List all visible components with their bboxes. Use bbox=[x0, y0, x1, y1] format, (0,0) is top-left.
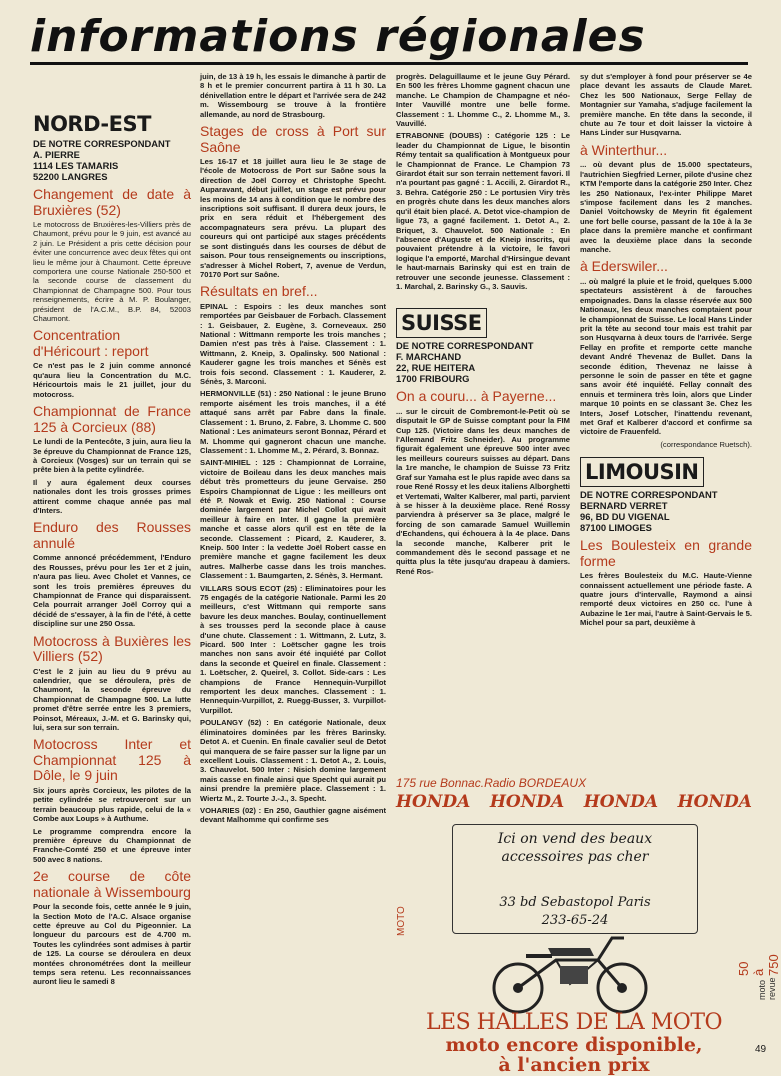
article-title: Les Boulesteix en grande forme bbox=[580, 537, 752, 569]
article-title: à Winterthur... bbox=[580, 141, 668, 158]
ad-brand-row bbox=[396, 792, 752, 812]
article-text: Le motocross de Bruxières-les-Villiers près de Chaumont, prévu pour le 9 juin, est avancé au 2 juin. Le Président a pris cette décision pour éviter une concurrence avec deux fêtes qui ont lieu le même jour à Chaumont. Cette épreuve comportera une course Nationale 250-500 et la seconde course de classement du Championnat de Champagne 500. Pour tous renseignements, écrire à M. P. Boulanger, président de l'A.C.M., B.P. 84, 52003 Chaumont. bbox=[33, 220, 191, 324]
honda-logo: HONDA bbox=[396, 792, 471, 812]
column-4 bbox=[580, 72, 752, 631]
article-text: Le lundi de la Pentecôte, 3 juin, aura lieu la 3e épreuve du Championnat de France 125, à Corcieux (Vosges) sur un terrain qui se prête bien à la petite cylindrée. bbox=[33, 437, 191, 475]
correspondent-line: F. MARCHAND bbox=[396, 351, 462, 363]
article-text: VILLARS SOUS ECOT (25) : Eliminatoires pour les 75 engagés de la catégorie Nationale. Parmi les 20 meilleurs, c'est Wittmann qui remporte sans bavure les deux manches. Boulay, continuellement à ses trousses perd la seconde place à cause d'une chute. Classement : 1. Wittmann, 2. Lutz, 3. Picard. 500 Inter : Loëtscher gagne les trois manches non sans avoir été inquiété par Collot dans la seconde et Queirel en finale. Classement : 1. Loëtscher, 2. Queirel, 3. Collot. Side-cars : Les champions de France Hennequin-Vurpillot remportent les deux manches. Classement : 1. Hennequin-Vurpillot, 2. Ruegg-Busser, 3. Vurpillot-Vurpillot. bbox=[200, 583, 386, 715]
article-text: ... sur le circuit de Combremont-le-Petit où se disputait le GP de Suisse comptant pour la FIM Cup 125. (Victoire dans les deux manches de l'Allemand Fritz Schneider). Au programme figurait également une épreuve 500 inter avec les meilleurs coureurs suisses au départ. Dans la 1re manche, le champion de Suisse 73 Fritz Graf sur Yamaha est le plus rapide avec dans sa roue René Rossy et les deux italiens Alborghetti et Vertemati, Walter Kalberer, mal parti, parvient à se hisser à la deuxième place. René Rossy parviendra à préserver sa 3e place, malgré le forcing de son camarade Samuel Wuillemin d'Echandens, qui échouera à la 4e place. Dans la seconde manche, Kalberer prit le commandement dès le second passage et ne quitta plus la tête jusqu'au drapeau à damiers. René Ros- bbox=[396, 406, 570, 576]
column-3 bbox=[396, 72, 570, 579]
correspondent-line: 22, RUE HEITERA bbox=[396, 362, 476, 374]
correspondent-block bbox=[396, 340, 570, 384]
article-text: ETRABONNE (DOUBS) : Catégorie 125 : Le leader du Championnat de Ligue, le bisontin Rémy tentait sa qualification à Montgueux pour le Championnat de France. Le Champion 73 Girardot était sur son terrain nettement favori. Il n'a pourtant pas gagné : 1. Accili, 2. Girardot R., 3. Behra. Catégorie 250 : Le portusien Viry très en progrès chute dans les deux manches alors qu'il était bien placé. A. Detot vice-champion de ligue 73, a gagné facilement. 1. Detot A., 2. Briquet, 3. Chauvelot. 500 Nationale : En l'absence d'Auguste et de Kneip inscrits, qui pouvaient prétendre à la victoire, le favori logique l'a emporté, Marchal d'Hirsingue devant le haut-marnais Barinsky qui est en train de retrouver une seconde jeunesse. Classement : 1. Marchal, 2. Barinsky G., 3. Sauvis. bbox=[396, 131, 570, 291]
honda-logo: HONDA bbox=[583, 792, 659, 812]
article-signature: (correspondance Ruetsch). bbox=[660, 439, 752, 449]
correspondent-line: DE NOTRE CORRESPONDANT bbox=[33, 138, 171, 149]
article-title: Enduro des Rousses annulé bbox=[33, 519, 191, 551]
correspondent-line: BERNARD VERRET bbox=[580, 500, 668, 512]
magazine-name: moto revue bbox=[757, 977, 777, 1000]
article-text: POULANGY (52) : En catégorie Nationale, deux éliminatoires dominées par les frères Barinsky. Detot A. et Cuenin. En finale cavalier seul de Detot qui manquera de se faire passer sur la ligne par un excellent Louis. Classement : 1. Detot A., 2. Louis, 3. Chauvelot. 500 Inter : Nisich domine largement mais casse en finale ainsi que Specht qui aurait pu ainsi prendre la première place. Classement : 1. Wiertz M., 2. Tourte J.-J., 3. Specht. bbox=[200, 718, 386, 803]
ad-header: 175 rue Bonnac.Radio BORDEAUX bbox=[396, 776, 587, 790]
masthead-title: informations régionales bbox=[30, 11, 646, 62]
article-text: Ce n'est pas le 2 juin comme annoncé qu'aura lieu la Concentration du M.C. Héricourtois mais le 21 juillet, jour du motocross. bbox=[33, 361, 191, 399]
ad-store-name: LES HALLES DE LA MOTO bbox=[425, 1010, 723, 1035]
ad-slogan: moto encore disponible, bbox=[445, 1034, 703, 1056]
article-text: Les frères Boulesteix du M.C. Haute-Vienne connaissent actuellement une période faste. A quatre jours d'intervalle, Raymond a ainsi remporté deux victoires en 250 cc. l'une à Aubazine le 1er mai, l'autre à Saint-Gervais le 5. Michel pour sa part, deuxième à bbox=[580, 571, 752, 628]
correspondent-line: 96, BD DU VIGENAL bbox=[580, 511, 670, 523]
correspondent-line: DE NOTRE CORRESPONDANT bbox=[580, 489, 718, 501]
correspondent-block bbox=[580, 489, 752, 533]
honda-logo: HONDA bbox=[489, 792, 565, 812]
article-title: Concentration d'Héricourt : report bbox=[33, 327, 149, 359]
article-title: Résultats en bref... bbox=[200, 283, 318, 300]
article-title: Stages de cross à Port sur Saône bbox=[200, 123, 386, 155]
article-text: ... où malgré la pluie et le froid, quelques 5.000 spectateurs assistèrent à de farouches empoignades. Dans la classe réservée aux 500 Nationaux, les deux manches comptaient pour le championnat de Suisse. Le local Hans Linder prit la tête au second tour mais est trahit par son Husqvarna à deux tours de l'arrivée. Serge Fellay en profite et remporte cette manche devant André Thevenaz de Bullet. Dans la seconde édition, Thevenaz ne laisse à personne le soin de passer en tête et gagne sans avoir été inquiété. Fellay connaît des ennuis et terminera très loin, alors que Linder marque 10 points en se classant 3e. Chez les Inters, Josef Lotscher, l'inattendu revenant, met Graf et Kalberer d'accord et confirme sa victoire de Frauenfeld. bbox=[580, 276, 752, 437]
region-title-limousin: LIMOUSIN bbox=[580, 457, 704, 487]
article-title: Motocross Inter et Championnat 125 à Dôle, le 9 juin bbox=[33, 736, 191, 784]
article-text: juin, de 13 à 19 h, les essais le dimanche à partir de 8 h et le premier concurrent partira à 11 h 30. La dénivellation entre le départ et l'arrivée sera de 242 m. Wissembourg se trouve à la frontière allemande, au nord de Strasbourg. bbox=[200, 72, 386, 119]
correspondent-line: A. PIERRE bbox=[33, 149, 80, 160]
page-number: 49 bbox=[755, 1044, 767, 1055]
article-text: EPINAL : Espoirs : les deux manches sont remportées par Geisbauer de Forbach. Classement : 1. Geisbauer, 2. Eugène, 3. Corneveaux. 250 National : Wittmann remporte les trois manches ; Damien n'est pas très à l'aise. Classement : 1. Wittmann, 2. Kneip, 3. Opalinsky. 500 National : Kauderer gagne les trois manches et Sénès est trois fois second. Classement : 1. Kauderer, 2. Sénès, 3. Marconi. bbox=[200, 301, 386, 387]
correspondent-line: DE NOTRE CORRESPONDANT bbox=[396, 340, 534, 352]
region-title-nord-est: NORD-EST bbox=[33, 112, 151, 136]
correspondent-line: 1114 LES TAMARIS bbox=[33, 160, 119, 171]
article-text: Six jours après Corcieux, les pilotes de la petite cylindrée se retrouveront sur un terrain beaucoup plus rapide, celui de la « Combe aux Loups » à Authume. bbox=[33, 785, 191, 824]
motorcycle-illustration bbox=[486, 926, 656, 1016]
ad-phone: 233-65-24 bbox=[541, 913, 609, 928]
article-title: On a couru... à Payerne... bbox=[396, 388, 557, 405]
column-1 bbox=[33, 72, 191, 990]
article-title: Motocross à Buxières les Villiers (52) bbox=[33, 632, 191, 665]
article-text: Les 16-17 et 18 juillet aura lieu le 3e stage de l'école de Motocross de Port sur Saône sous la direction de Joël Corroy et Christophe Specht. Auparavant, début juillet, un stage est prévu pour les moins de 14 ans à condition que le nombre des inscriptions soit suffisant. Il durera deux jours, le prix en sera réduit et l'hébergement des accompagnateurs sera prévu. La plupart des coureurs qui ont participé aux stages précédents se sont distingués dans les courses de début de saison. Pour tous renseignements ou inscriptions, s'adresser à Michel Robert, 7, avenue de Verdun, 70170 Port sur Saône. bbox=[200, 157, 386, 279]
article-title: 2e course de côte nationale à Wissembourg bbox=[33, 868, 191, 900]
column-2 bbox=[200, 72, 386, 828]
correspondent-line: 1700 FRIBOURG bbox=[396, 373, 470, 385]
article-text: Il y aura également deux courses nationales dont les trois grosses primes attirent comme chaque année pas mal d'Inters. bbox=[33, 477, 191, 515]
article-title: Championnat de France 125 à Corcieux (88) bbox=[33, 403, 191, 435]
correspondent-block bbox=[33, 138, 191, 182]
ad-side-label: MOTO bbox=[396, 906, 407, 936]
article-text: SAINT-MIHIEL : 125 : Championnat de Lorraine, victoire de Boileau dans les deux manches mais début très prometteurs du jeune Gervaise. 250 Espoirs Championnat de Ligue : les meilleurs ont été P. Nowak et Ewig. 250 National : Course dominée largement par Michel Collot qui avait meilleur à faire en Inter. Il gagne la première manche et casse alors qu'il est en tête de la seconde. Classement : Picard, 2. Kauderer, 3. Kneip. 500 Inter : la vedette Joël Robert casse en première manche et gagne facilement les deux autres. Malherbe casse dans les trois manches. Classement : 1. Baumgarten, 2. Sénès, 3. Hermant. bbox=[200, 458, 386, 581]
article-title: Changement de date à Bruxières (52) bbox=[33, 186, 191, 218]
ad-slogan: à l'ancien prix bbox=[498, 1054, 650, 1076]
ad-info-box bbox=[452, 824, 698, 934]
honda-logo: HONDA bbox=[677, 792, 752, 812]
article-title: à Ederswiler... bbox=[580, 258, 668, 275]
article-text: VOHARIES (02) : En 250, Gauthier gagne aisément devant Malhomme qui confirme ses bbox=[200, 805, 386, 825]
article-text: Comme annoncé précédemment, l'Enduro des Rousses, prévu pour les 1er et 2 juin, n'aura pas lieu. Avec Cholet et Vannes, ce sont les trois premières épreuves du Championnat de France qui disparaissent. Cela pourrait arranger Joël Corroy qui a décidé de s'essayer, à la fin de l'été, à cette discipline sur une 250 Ossa. bbox=[33, 553, 191, 629]
article-text: Le programme comprendra encore la première épreuve du Championnat de Franche-Comté 250 et une épreuve inter 500 avec 8 nations. bbox=[33, 826, 191, 864]
ad-tagline: accessoires pas cher bbox=[501, 849, 649, 865]
article-text: progrès. Delaguillaume et le jeune Guy Pérard. En 500 les frères Lhomme gagnent chacun une manche. Le Champion de Champagne et néo-Inter Vauvillé montre une belle forme. Classement : 1. Lhomme C., 2. Lhomme M., 3. Vauvillé. bbox=[396, 72, 570, 129]
article-text: sy dut s'employer à fond pour préserver se 4e place devant les assauts de Claude Maret. Chez les 500 Nationaux, Serge Fellay de Montagnier sur Yamaha, s'adjuge facilement la première manche. En tête dans la seconde, il chute au 7e tour et doit laisser la victoire à Hans Linder sur Husqvarna. bbox=[580, 72, 752, 138]
article-text: C'est le 2 juin au lieu du 9 prévu au calendrier, que se déroulera, près de Chaumont, la seconde épreuve du Championnat de Champagne 500. La lutte promet d'être serrée entre les 3 premiers, Poinsot, Méreaux, J.-M. et G. Barinsky qui, lui, sera sur son terrain. bbox=[33, 666, 191, 733]
article-text: HERMONVILLE (51) : 250 National : le jeune Bruno remporte aisément les trois manches, il a été attaqué sans arrêt par Fabre dans la finale. Classement : 1. Bruno, 2. Fabre, 3. Lhomme C. 500 National : Les animateurs seront Bonnaz, Pérard et M. Lhomme qui gagneront chacun une manche. Classement : 1. Lhomme M., 2. Pérard, 3. Bonnaz. bbox=[200, 389, 386, 455]
article-text: ... où devant plus de 15.000 spectateurs, l'autrichien Siegfried Lerner, pilote d'usine chez KTM l'emporte dans la catégorie 250 Inter. Chez les 250 Nationaux, l'ex-inter Philippe Maret s'impose facilement dans les 2 manches. Daniel Voitchowsky de Meyrin fit également une fort belle course, passant de la 10e à la 3e place dans la première manche et confirmant avec la deuxième place dans la seconde manche. bbox=[580, 160, 752, 254]
region-title-suisse: SUISSE bbox=[396, 308, 487, 338]
ad-tagline: Ici on vend des beaux bbox=[497, 831, 653, 847]
ad-side-range: 50 à 750 bbox=[736, 954, 781, 976]
ad-address: 33 bd Sebastopol Paris bbox=[499, 895, 651, 910]
correspondent-line: 52200 LANGRES bbox=[33, 171, 108, 182]
correspondent-line: 87100 LIMOGES bbox=[580, 522, 652, 534]
article-text: Pour la seconde fois, cette année le 9 juin, la Section Moto de l'A.C. Alsace organise cette épreuve au Col du Pigeonnier. La longueur du parcours est de 4.700 m. Toutes les cylindrées sont admises à partir de 125. La course se déroulera en deux montées chronométrées dont la meilleur temps sera retenu. Les reconnaissances auront lieu le samedi 8 bbox=[33, 902, 191, 987]
masthead bbox=[30, 12, 748, 65]
